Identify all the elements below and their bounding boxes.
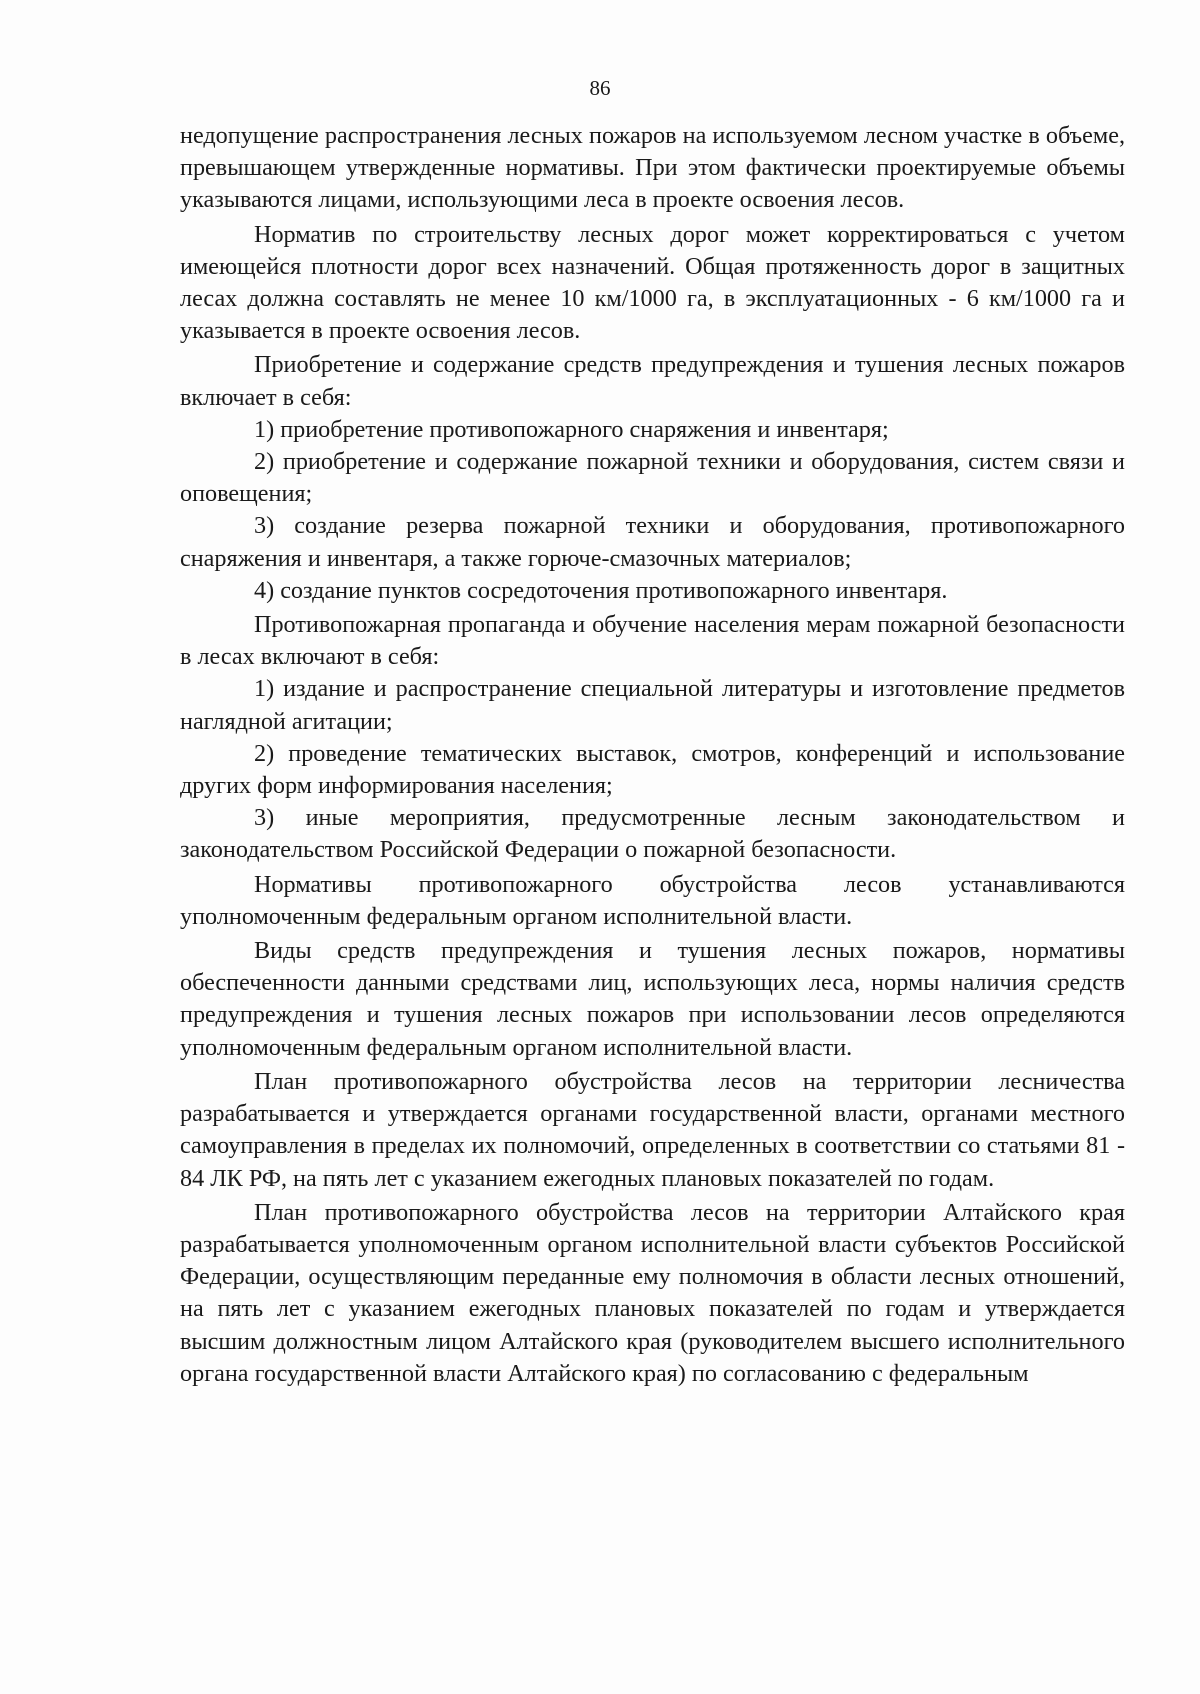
- paragraph-fire-means: Виды средств предупреждения и тушения лесных пожаров, нормативы обеспеченности данными средствами лиц, использующих леса, нормы наличия средств предупреждения и тушения лесных пожаров при использовании лесов определяются уполномоченным федеральным органом исполнительной власти.: [180, 937, 1125, 1061]
- paragraph-altai-plan: План противопожарного обустройства лесов на территории Алтайского края разрабатывается уполномоченным органом исполнительной власти субъектов Российской Федерации, осуществляющим переданные ему полномочия в области лесных отношений, на пять лет с указанием ежегодных плановых показателей по годам и утверждается высшим должностным лицом Алтайского края (руководителем высшего исполнительного органа государственной власти Алтайского края) по согласованию с федеральным: [180, 1198, 1125, 1387]
- list-item: 3) создание резерва пожарной техники и оборудования, противопожарного снаряжения и инвентаря, а также горюче-смазочных материалов;: [180, 512, 1125, 572]
- document-body: [180, 120, 1125, 1392]
- paragraph-propaganda-intro: Противопожарная пропаганда и обучение населения мерам пожарной безопасности в лесах включают в себя:: [180, 611, 1125, 671]
- paragraph-continuation: недопущение распространения лесных пожаров на используемом лесном участке в объеме, превышающем утвержденные нормативы. При этом фактически проектируемые объемы указываются лицами, использующими леса в проекте освоения лесов.: [180, 122, 1125, 214]
- paragraph-forestry-plan: План противопожарного обустройства лесов на территории лесничества разрабатывается и утверждается органами государственной власти, органами местного самоуправления в пределах их полномочий, определенных в соответствии со статьями 81 - 84 ЛК РФ, на пять лет с указанием ежегодных плановых показателей по годам.: [180, 1067, 1125, 1192]
- list-item: 3) иные мероприятия, предусмотренные лесным законодательством и законодательством Российской Федерации о пожарной безопасности.: [180, 804, 1125, 864]
- list-item: 1) приобретение противопожарного снаряжения и инвентаря;: [254, 415, 889, 443]
- list-item: 2) приобретение и содержание пожарной техники и оборудования, систем связи и оповещения;: [180, 448, 1125, 508]
- paragraph-fire-norms: Нормативы противопожарного обустройства лесов устанавливаются уполномоченным федеральным органом исполнительной власти.: [180, 870, 1125, 930]
- list-item: 2) проведение тематических выставок, смотров, конференций и использование других форм информирования населения;: [180, 739, 1125, 800]
- list-item: 4) создание пунктов сосредоточения противопожарного инвентаря.: [254, 576, 948, 604]
- list-item: 1) издание и распространение специальной литературы и изготовление предметов наглядной агитации;: [180, 675, 1125, 735]
- paragraph-fire-equipment-intro: Приобретение и содержание средств предупреждения и тушения лесных пожаров включает в себя:: [180, 351, 1125, 411]
- page-number: 86: [589, 76, 611, 100]
- paragraph-road-norms: Норматив по строительству лесных дорог может корректироваться с учетом имеющейся плотности дорог всех назначений. Общая протяженность дорог в защитных лесах должна составлять не менее 10 км/1000 га, в эксплуатационных - 6 км/1000 га и указывается в проекте освоения лесов.: [180, 220, 1125, 345]
